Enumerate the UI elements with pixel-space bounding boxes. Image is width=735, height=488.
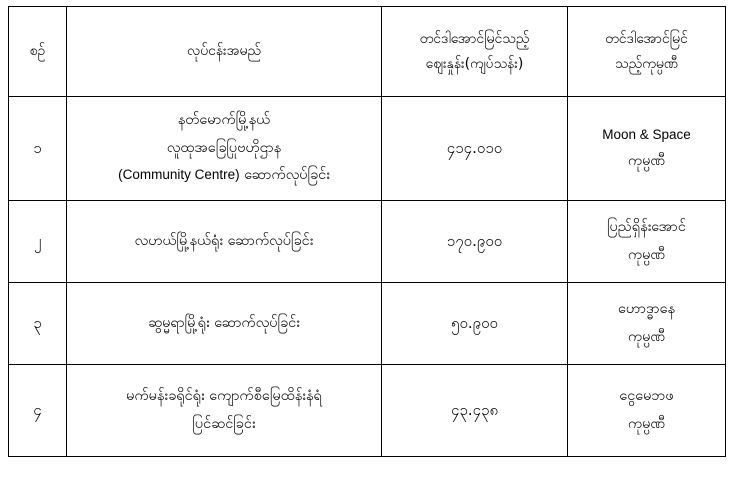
- cell-serial: ၂: [9, 201, 67, 283]
- project-name-line1: လဟယ်မြို့နယ်ရုံး ဆောက်လုပ်ခြင်း: [134, 232, 314, 249]
- cell-project-name: [67, 365, 382, 457]
- project-name-line3: [71, 162, 377, 190]
- project-name-line3-rest: ဆောက်လုပ်ခြင်း: [239, 167, 330, 184]
- table-row: [9, 97, 726, 201]
- cell-winning-price: ၄၁၄.၀၁၀: [382, 97, 568, 201]
- table-header: [9, 7, 726, 97]
- table-row: [9, 283, 726, 365]
- cell-winning-price: ၄၃.၄၃၈: [382, 365, 568, 457]
- project-name-line1: မက်မန်းခရိုင်ရုံး ကျောက်စီမြေထိန်းနံရံ: [126, 387, 322, 404]
- project-name-line1: ဆွမ္မရာမြို့ရုံး ဆောက်လုပ်ခြင်း: [148, 314, 300, 331]
- project-name-line2: ပြင်ဆင်ခြင်း: [192, 415, 256, 432]
- column-header-serial: စဉ်: [9, 7, 67, 97]
- column-header-project-name: လုပ်ငန်းအမည်: [67, 7, 382, 97]
- cell-serial: ၁: [9, 97, 67, 201]
- company-line2: ကုမ္ပဏီ: [627, 246, 666, 263]
- column-header-winning-company: [568, 7, 726, 97]
- cell-project-name: [67, 97, 382, 201]
- column-header-winning-company-line2: သည့်ကုမ္ပဏီ: [615, 55, 678, 72]
- tender-results-table: [8, 6, 726, 457]
- column-header-winning-company-line1: တင်ဒါအောင်မြင်: [605, 31, 688, 47]
- cell-winning-price: ၁၇၀.၉၀၀: [382, 201, 568, 283]
- company-line1: ငွေမေဘဖ: [619, 387, 674, 404]
- cell-winning-company: [568, 97, 726, 201]
- cell-winning-company: [568, 283, 726, 365]
- cell-winning-price: ၅၀.၉၀၀: [382, 283, 568, 365]
- cell-winning-company: [568, 201, 726, 283]
- table-body: [9, 97, 726, 457]
- project-name-line1: နတ်မောက်မြို့နယ်: [177, 112, 271, 129]
- column-header-winning-price-line1: တင်ဒါအောင်မြင်သည့်: [419, 31, 530, 47]
- company-line2: ကုမ္ပဏီ: [627, 152, 666, 169]
- table-header-row: [9, 7, 726, 97]
- project-name-line2: လူထုအခြေပြုဗဟိုဌာန: [166, 139, 282, 156]
- company-line1: ဟောဒ္ဓာနေ: [618, 300, 675, 317]
- cell-serial: ၃: [9, 283, 67, 365]
- company-line1: Moon & Space: [602, 126, 691, 142]
- cell-project-name: [67, 201, 382, 283]
- company-line1: ပြည်ရှိန်းအောင်: [607, 218, 686, 235]
- cell-project-name: [67, 283, 382, 365]
- table-row: [9, 201, 726, 283]
- cell-winning-company: [568, 365, 726, 457]
- cell-serial: ၄: [9, 365, 67, 457]
- column-header-winning-price: [382, 7, 568, 97]
- project-name-line3-latin: (Community Centre): [118, 167, 240, 183]
- company-line2: ကုမ္ပဏီ: [627, 328, 666, 345]
- table-row: [9, 365, 726, 457]
- column-header-winning-price-line2: ဈေးနှုန်း(ကျပ်သန်း): [425, 55, 524, 72]
- company-line2: ကုမ္ပဏီ: [627, 415, 666, 432]
